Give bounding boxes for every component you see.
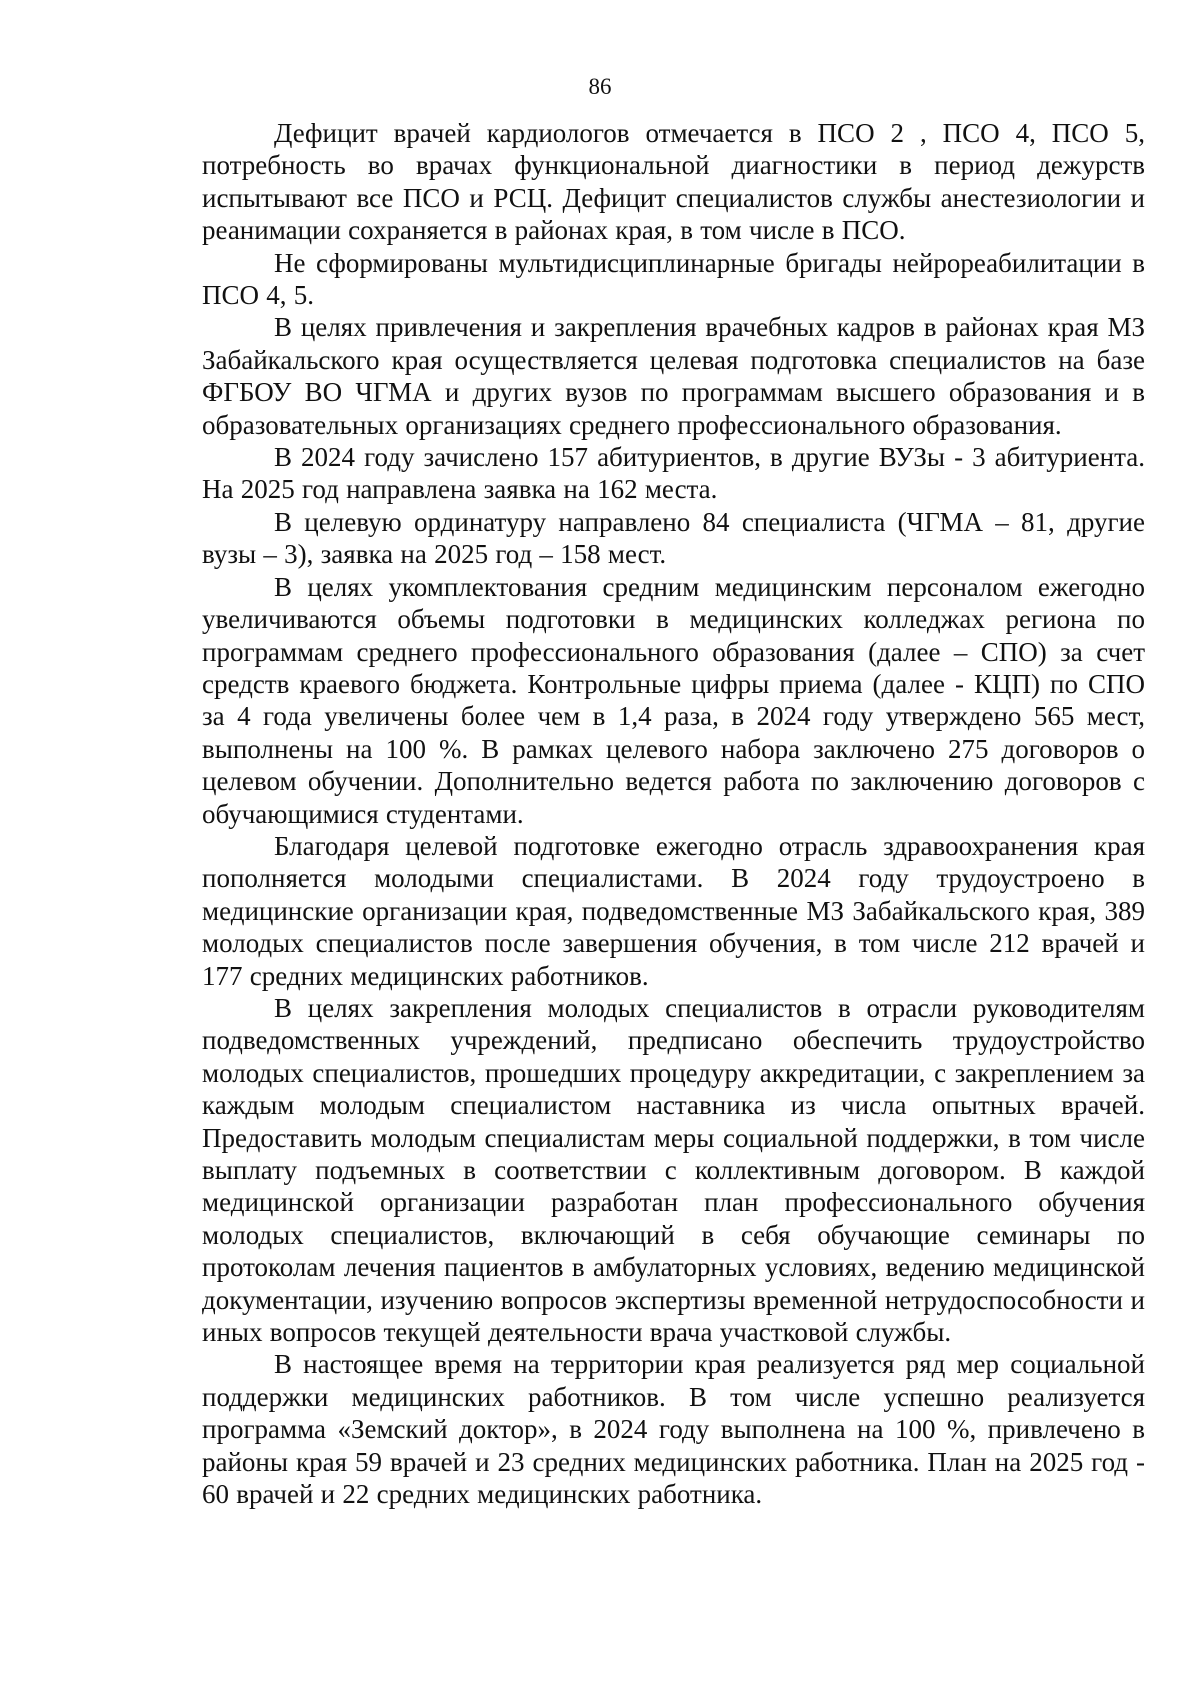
paragraph-neurorehab-teams: Не сформированы мультидисциплинарные бригады нейрореабилитации в ПСО 4, 5. [202, 247, 1145, 311]
page-number: 86 [588, 74, 612, 99]
paragraph-zemsky-doctor: В настоящее время на территории края реализуется ряд мер социальной поддержки медицинских работников. В том числе успешно реализуется программа «Земский доктор», в 2024 году выполнена на 100 %, привлечено в районы края 59 врачей и 23 средних медицинских работника. План на 2025 год - 60 врачей и 22 средних медицинских работника. [202, 1349, 1145, 1510]
paragraph-young-specialists: Благодаря целевой подготовке ежегодно отрасль здравоохранения края пополняется молодыми специалистами. В 2024 году трудоустроено в медицинские организации края, подведомственные МЗ Забайкальского края, 389 молодых специалистов после завершения обучения, в том числе 212 врачей и 177 средних медицинских работников. [202, 830, 1145, 991]
document-body [202, 117, 1145, 1510]
paragraph-residency: В целевую ординатуру направлено 84 специалиста (ЧГМА – 81, другие вузы – 3), заявка на 2025 год – 158 мест. [202, 506, 1145, 570]
paragraph-retention-measures: В целях закрепления молодых специалистов в отрасли руководителям подведомственных учреждений, предписано обеспечить трудоустройство молодых специалистов, прошедших процедуру аккредитации, с закреплением за каждым молодым специалистом наставника из числа опытных врачей. Предоставить молодым специалистам меры социальной поддержки, в том числе выплату подъемных в соответствии с коллективным договором. В каждой медицинской организации разработан план профессионального обучения молодых специалистов, включающий в себя обучающие семинары по протоколам лечения пациентов в амбулаторных условиях, ведению медицинской документации, изучению вопросов экспертизы временной нетрудоспособности и иных вопросов текущей деятельности врача участковой службы. [202, 992, 1145, 1348]
paragraph-enrollment-2024: В 2024 году зачислено 157 абитуриентов, в другие ВУЗы - 3 абитуриента. На 2025 год направлена заявка на 162 места. [202, 442, 1145, 505]
paragraph-cardiology-deficit: Дефицит врачей кардиологов отмечается в ПСО 2 , ПСО 4, ПСО 5, потребность во врачах функциональной диагностики в период дежурств испытывают все ПСО и РСЦ. Дефицит специалистов службы анестезиологии и реанимации сохраняется в районах края, в том числе в ПСО. [202, 118, 1145, 246]
paragraph-targeted-training: В целях привлечения и закрепления врачебных кадров в районах края МЗ Забайкальского края осуществляется целевая подготовка специалистов на базе ФГБОУ ВО ЧГМА и других вузов по программам высшего образования и в образовательных организациях среднего профессионального образования. [202, 312, 1145, 440]
paragraph-nursing-staff: В целях укомплектования средним медицинским персоналом ежегодно увеличиваются объемы подготовки в медицинских колледжах региона по программам среднего профессионального образования (далее – СПО) за счет средств краевого бюджета. Контрольные цифры приема (далее - КЦП) по СПО за 4 года увеличены более чем в 1,4 раза, в 2024 году утверждено 565 мест, выполнены на 100 %. В рамках целевого набора заключено 275 договоров о целевом обучении. Дополнительно ведется работа по заключению договоров с обучающимися студентами. [202, 571, 1145, 829]
